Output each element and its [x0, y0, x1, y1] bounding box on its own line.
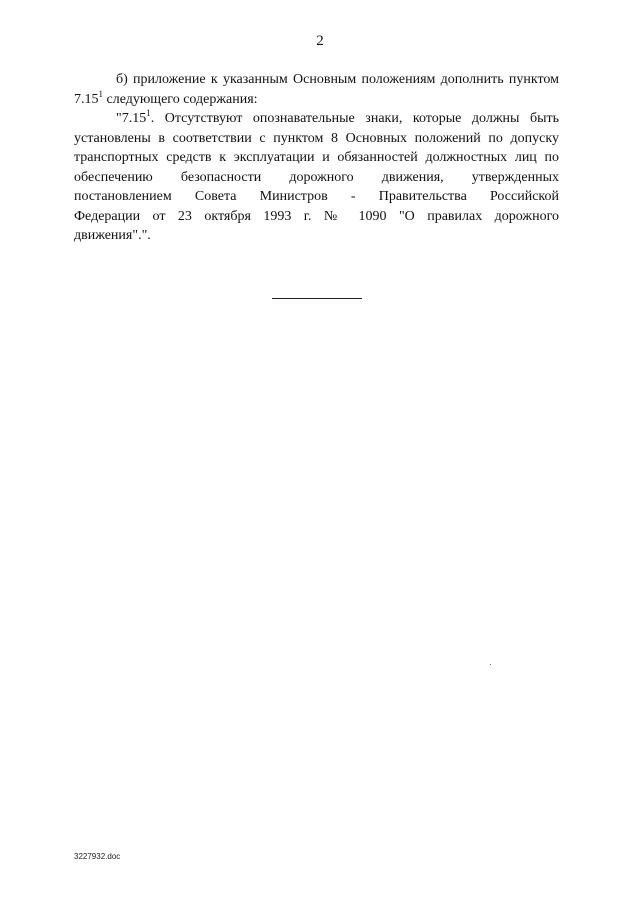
- paragraph-1-text-a: б) приложение к указанным Основным положениям дополнить пунктом 7.15: [74, 72, 559, 107]
- paragraph-2-line-1: [74, 109, 559, 129]
- paragraph-1-text-b: следующего содержания:: [103, 91, 258, 107]
- item-number: "7.15: [116, 111, 147, 126]
- superscript-1: 1: [98, 88, 103, 99]
- paragraph-2-line-1-text: . Отсутствуют опознавательные знаки, которые должны быть: [150, 111, 559, 126]
- document-filename: 3227932.doc: [74, 852, 121, 861]
- page-number: 2: [316, 33, 324, 49]
- paragraph-item-7-15-1: [74, 109, 559, 246]
- paragraph-2-line-6: Федерации от 23 октября 1993 г. № 1090 "О правилах дорожного: [74, 208, 559, 224]
- superscript-1: 1: [146, 108, 151, 118]
- paragraph-2-line-4: обеспечению безопасности дорожного движения, утвержденных: [74, 169, 559, 185]
- paragraph-2-line-3: транспортных средств к эксплуатации и обязанностей должностных лиц по: [74, 150, 559, 165]
- paragraph-2-line-7: движения".".: [74, 228, 151, 243]
- end-separator-line: [272, 298, 362, 299]
- scan-speck: [490, 664, 491, 665]
- paragraph-amendment-b: [74, 70, 559, 109]
- paragraph-2-line-5: постановлением Совета Министров - Правительства Российской: [74, 189, 559, 204]
- paragraph-2-line-2: установлены в соответствии с пунктом 8 Основных положений по допуску: [74, 130, 559, 146]
